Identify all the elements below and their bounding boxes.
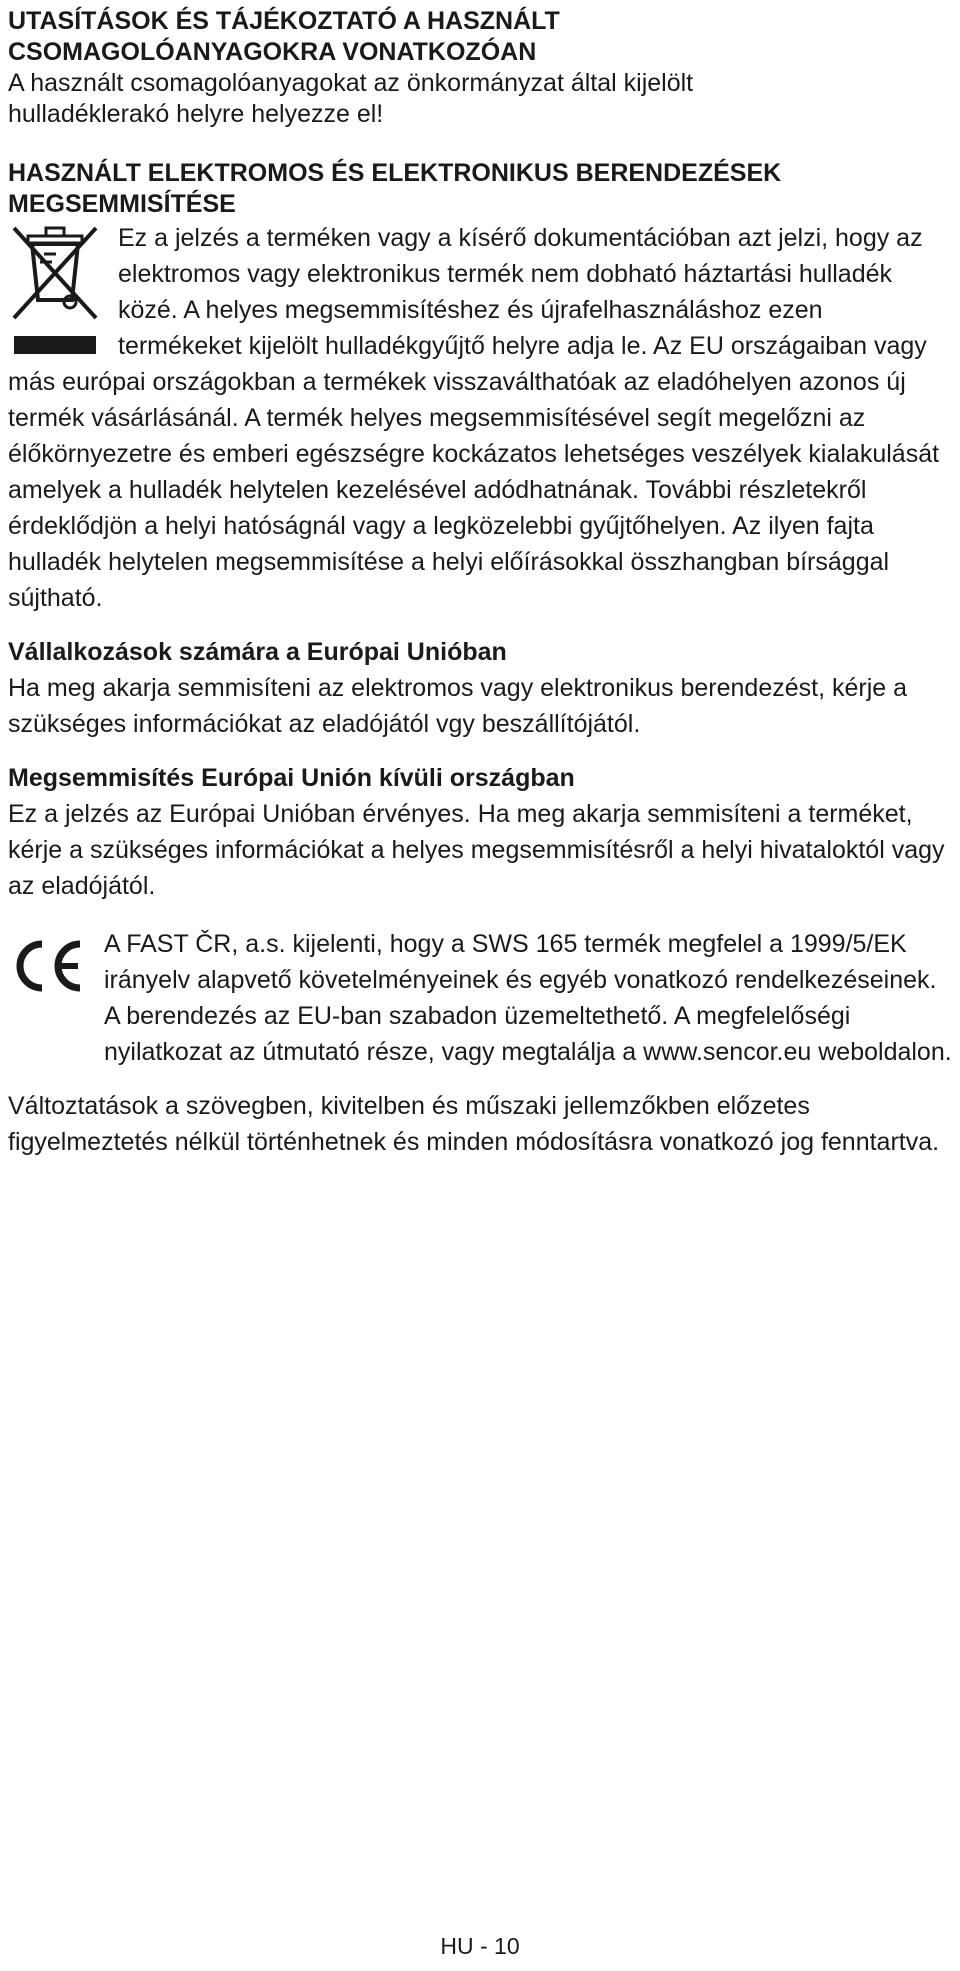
eu-business-title: Vállalkozások számára a Európai Unióban [8,638,507,666]
eu-business-text: Ha meg akarja semmisíteni az elektromos vagy elektronikus berendezést, kérje a szükséges információkat az eladójától vgy beszállítójától. [8,674,908,738]
weee-section [8,158,952,616]
packaging-text-line1: A használt csomagolóanyagokat az önkormányzat által kijelölt [8,69,694,97]
disclaimer-text: Változtatások a szövegben, kivitelben és műszaki jellemzőkben előzetes figyelmeztetés nélkül történhetnek és minden módosításra vonatkozó jog fenntartva. [8,1092,940,1156]
eu-business-section [8,634,952,742]
packaging-title-line1: UTASÍTÁSOK ÉS TÁJÉKOZTATÓ A HASZNÁLT [8,7,560,35]
disclaimer-section [8,1088,952,1160]
packaging-section [8,6,952,130]
packaging-title-line2: CSOMAGOLÓANYAGOKRA VONATKOZÓAN [8,38,537,66]
manual-page [8,6,952,1160]
ce-declaration-text: A FAST ČR, a.s. kijelenti, hogy a SWS 165 termék megfelel a 1999/5/EK irányelv alapvető követelményeinek és egyéb vonatkozó rendelkezéseinek. A berendezés az EU-ban szabadon üzemeltethető. A megfelelőségi nyilatkozat az útmutató része, vagy megtalálja a www.sencor.eu weboldalon. [104,930,952,1066]
outside-eu-section [8,760,952,904]
page-number: HU - 10 [440,1933,520,1959]
ce-mark-icon [8,936,100,996]
weee-text: Ez a jelzés a terméken vagy a kísérő dokumentációban azt jelzi, hogy az elektromos vagy elektronikus termék nem dobható háztartási hulladék közé. A helyes megsemmisítéshez és újrafelhasználáshoz ezen termékeket kijelölt hulladékgyűjtő helyre adja le. Az EU országaiban vagy más európai országokban a termékek visszaválthatóak az eladóhelyen azonos új termék vásárlásánál. A termék helyes megsemmisítésével segít megelőzni az élőkörnyezetre és emberi egészségre kockázatos lehetséges veszélyek kialakulását amelyek a hulladék helytelen kezelésével adódhatnának. További részletekről érdeklődjön a helyi hatóságnál vagy a legközelebbi gyűjtőhelyen. Az ilyen fajta hulladék helytelen megsemmisítése a helyi előírásokkal összhangban bírsággal sújtható. [8,224,940,612]
weee-title-line2: MEGSEMMISÍTÉSE [8,190,236,218]
ce-section [8,926,952,1070]
outside-eu-title: Megsemmisítés Európai Unión kívüli országban [8,764,575,792]
weee-body [8,220,952,616]
weee-title-line1: HASZNÁLT ELEKTROMOS ÉS ELEKTRONIKUS BERENDEZÉSEK [8,159,782,187]
crossed-out-wheelie-bin-icon [8,222,102,354]
packaging-text-line2: hulladéklerakó helyre helyezze el! [8,100,384,128]
outside-eu-text: Ez a jelzés az Európai Unióban érvényes. Ha meg akarja semmisíteni a terméket, kérje a szükséges információkat a helyes megsemmisítésről a helyi hivataloktól vagy az eladójától. [8,800,945,900]
